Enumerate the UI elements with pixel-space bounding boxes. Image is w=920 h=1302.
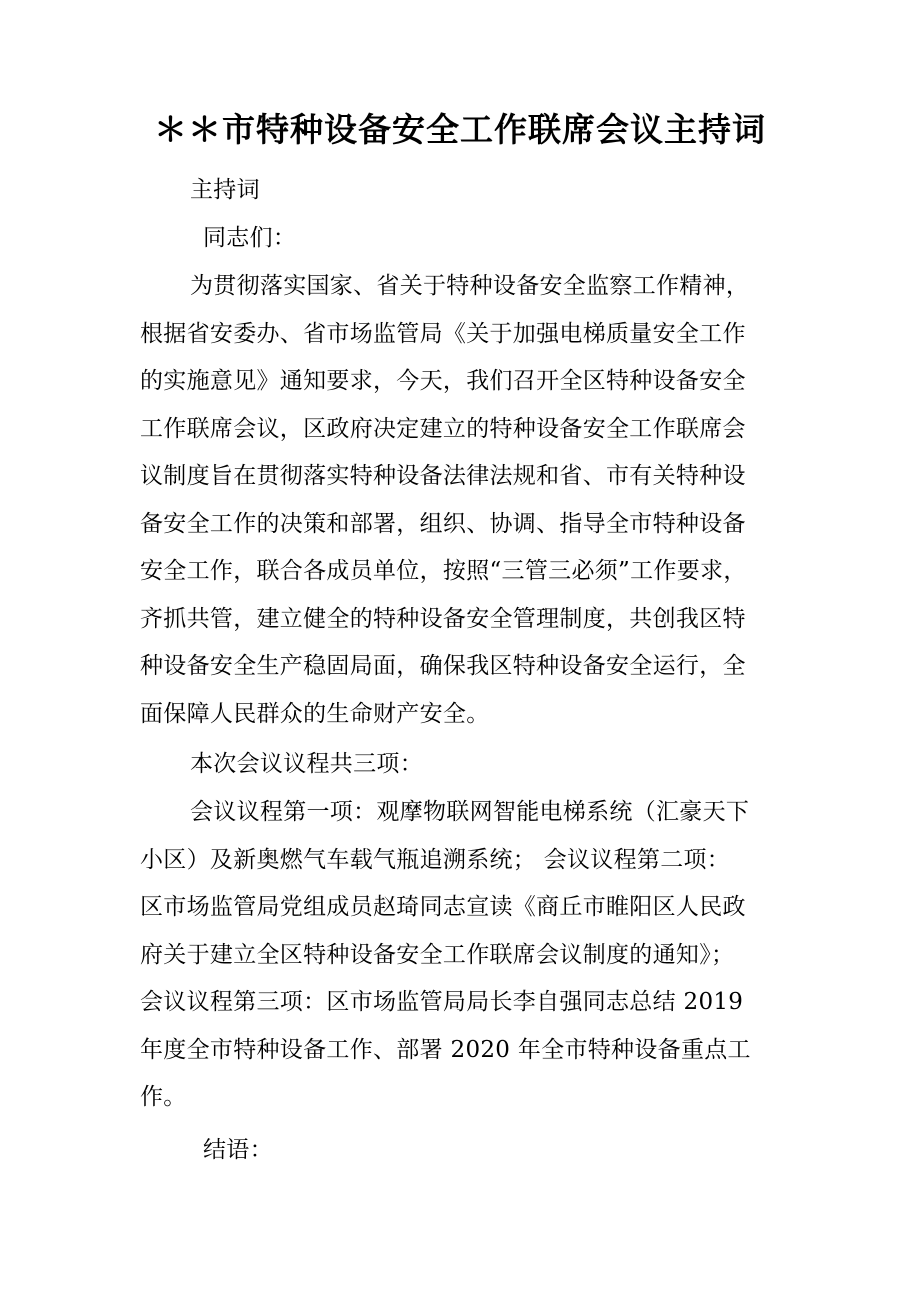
agenda-line: 会议议程第三项：区市场监管局局长李自强同志总结 2019 — [140, 989, 744, 1015]
document-title: ＊＊市特种设备安全工作联席会议主持词 — [154, 110, 766, 149]
body-line: 根据省安委办、省市场监管局《关于加强电梯质量安全工作 — [140, 320, 746, 347]
body-line: 议制度旨在贯彻落实特种设备法律法规和省、市有关特种设 — [140, 463, 746, 489]
body-line: 备安全工作的决策和部署，组织、协调、指导全市特种设备 — [140, 510, 746, 537]
agenda-line: 府关于建立全区特种设备安全工作联席会议制度的通知》； — [140, 941, 735, 968]
body-line: 安全工作，联合各成员单位，按照“三管三必须”工作要求， — [140, 558, 747, 584]
host-label: 主持词 — [190, 177, 260, 203]
body-line: 面保障人民群众的生命财产安全。 — [140, 700, 490, 727]
body-line: 的实施意见》通知要求，今天，我们召开全区特种设备安全 — [140, 368, 746, 394]
closing-label: 结语： — [203, 1137, 273, 1163]
body-line: 种设备安全生产稳固局面，确保我区特种设备安全运行，全 — [140, 653, 746, 679]
agenda-line: 会议议程第一项：观摩物联网智能电梯系统（汇豪天下 — [190, 799, 750, 825]
agenda-line: 区市场监管局党组成员赵琦同志宣读《商丘市睢阳区人民政 — [140, 894, 746, 920]
body-line: 齐抓共管，建立健全的特种设备安全管理制度，共创我区特 — [140, 605, 746, 632]
agenda-line: 小区）及新奥燃气车载气瓶追溯系统； 会议议程第二项： — [140, 846, 731, 873]
agenda-line: 作。 — [140, 1084, 187, 1110]
agenda-line: 年度全市特种设备工作、部署 2020 年全市特种设备重点工 — [140, 1036, 751, 1063]
agenda-paragraph — [140, 789, 780, 1122]
agenda-intro: 本次会议议程共三项： — [190, 751, 423, 777]
greeting: 同志们： — [203, 225, 297, 251]
body-line: 工作联席会议，区政府决定建立的特种设备安全工作联席会 — [140, 415, 746, 442]
body-paragraph — [140, 263, 780, 738]
body-line: 为贯彻落实国家、省关于特种设备安全监察工作精神， — [190, 273, 750, 299]
